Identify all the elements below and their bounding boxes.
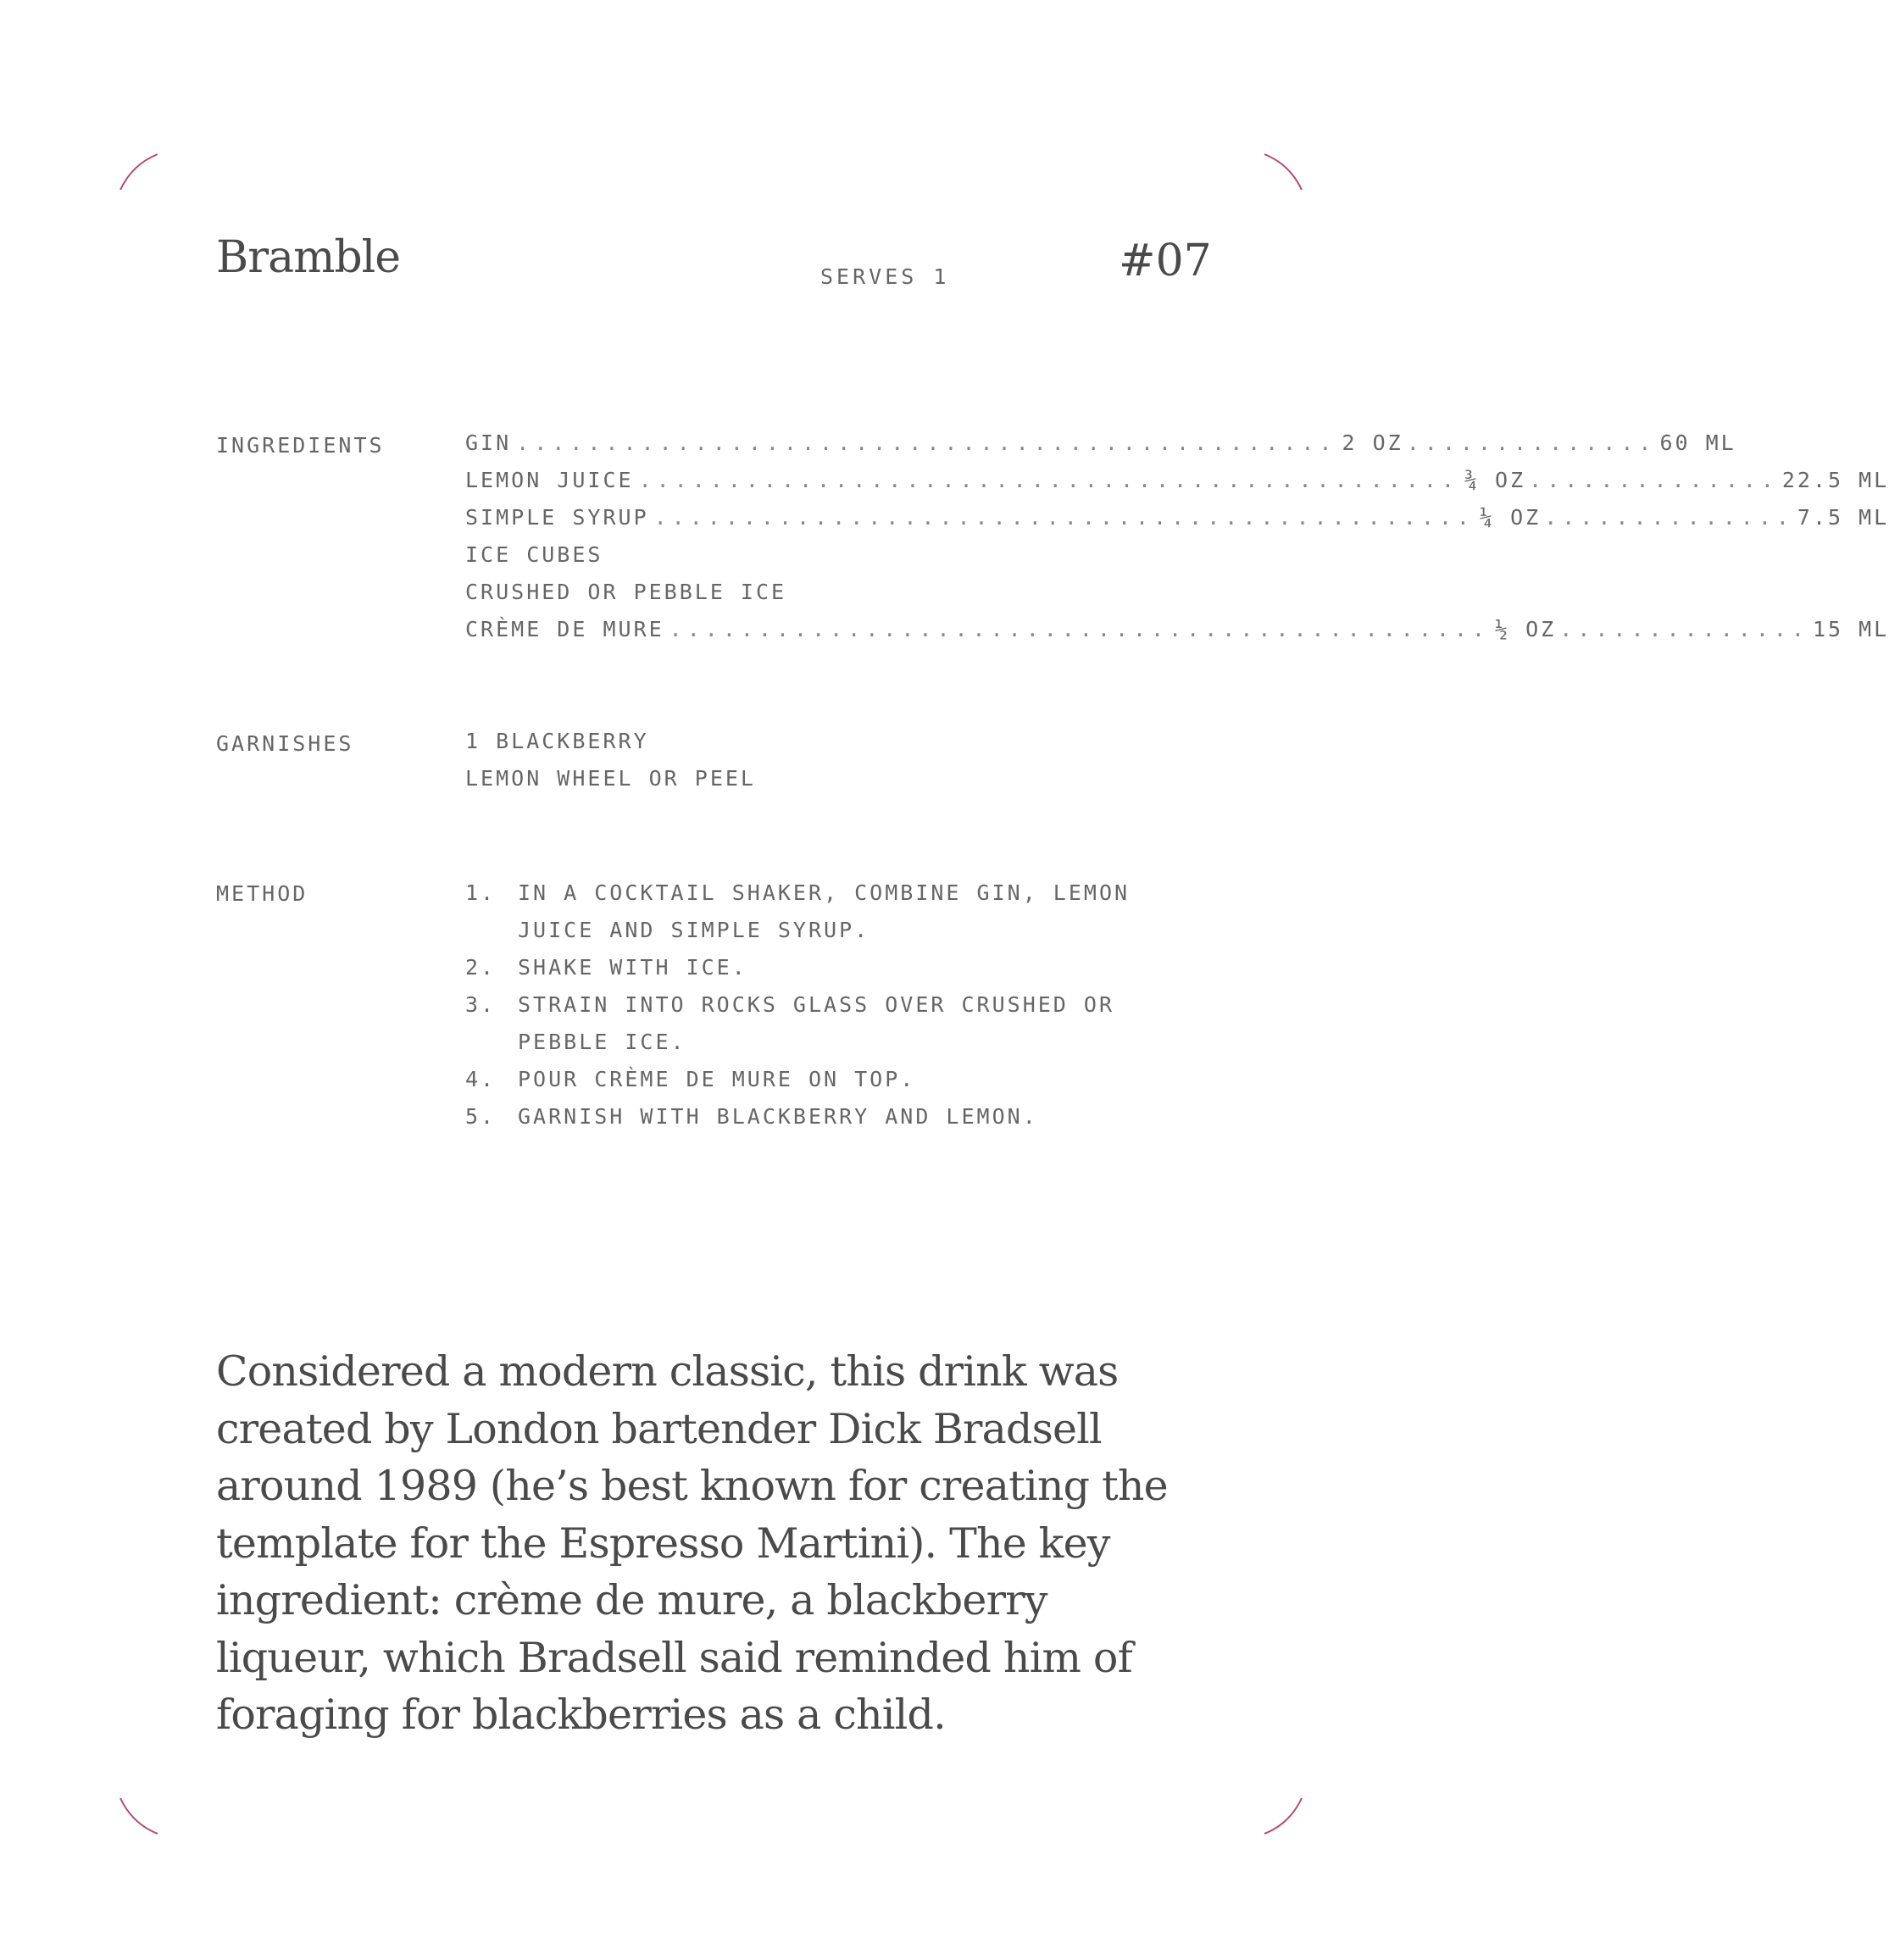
garnishes-list: [465, 729, 1203, 803]
ingredients-list: [465, 430, 1889, 654]
recipe-description: Considered a modern classic, this drink was created by London bartender Dick Bradsell around 1989 (he’s best known for creating the template for the Espresso Martini). The key ingredient: crème de mure, a blackberry liqueur, which Bradsell said reminded him of foraging for blackberries as a child.: [216, 1347, 1168, 1739]
corner-mark-bottom-left: [117, 1786, 168, 1837]
method-step: 1. IN A COCKTAIL SHAKER, COMBINE GIN, LEMON JUICE AND SIMPLE SYRUP.: [465, 880, 1131, 942]
corner-mark-top-left: [117, 151, 168, 202]
garnish-item: 1 BLACKBERRY: [465, 729, 649, 753]
corner-mark-bottom-right: [1256, 1786, 1307, 1837]
method-step: 4. POUR CRÈME DE MURE ON TOP.: [465, 1067, 916, 1091]
ingredient-row: GIN .............................................. 2 OZ .............. 60 ML: [465, 430, 1736, 455]
ingredient-row: CRUSHED OR PEBBLE ICE: [465, 580, 787, 604]
ingredients-label: INGREDIENTS: [216, 433, 385, 458]
method-step: 2. SHAKE WITH ICE.: [465, 955, 747, 980]
method-label: METHOD: [216, 881, 308, 906]
recipe-number: #07: [1119, 236, 1212, 286]
ingredient-row: CRÈME DE MURE .............................................. ½ OZ .............. 15 ML: [465, 617, 1889, 641]
recipe-title: Bramble: [216, 232, 401, 283]
ingredient-row: SIMPLE SYRUP .............................................. ¼ OZ .............. 7.5 ML: [465, 505, 1889, 530]
garnishes-label: GARNISHES: [216, 731, 354, 756]
ingredient-row: ICE CUBES: [465, 542, 603, 567]
garnish-item: LEMON WHEEL OR PEEL: [465, 766, 756, 791]
method-steps: [465, 875, 1203, 1135]
corner-mark-top-right: [1256, 151, 1307, 202]
ingredient-row: LEMON JUICE .............................................. ¾ OZ .............. 22.5 ML: [465, 468, 1889, 492]
serves-count: SERVES 1: [820, 264, 950, 289]
method-step: 3. STRAIN INTO ROCKS GLASS OVER CRUSHED OR PEBBLE ICE.: [465, 992, 1114, 1054]
method-step: 5. GARNISH WITH BLACKBERRY AND LEMON.: [465, 1104, 1038, 1129]
